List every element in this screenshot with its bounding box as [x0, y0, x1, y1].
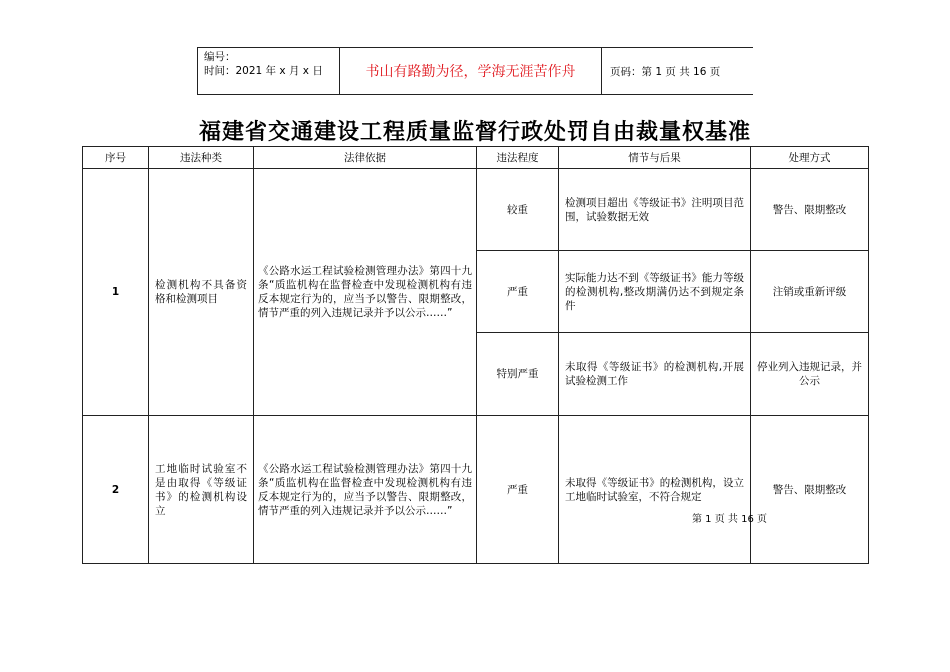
row-basis: 《公路水运工程试验检测管理办法》第四十九条“质监机构在监督检查中发现检测机构有违反本规定行为的，应当予以警告、限期整改，情节严重的列入违规记录并予以公示……”: [254, 169, 477, 416]
document-title: 福建省交通建设工程质量监督行政处罚自由裁量权基准: [198, 120, 751, 145]
row-category: 工地临时试验室不是由取得《等级证书》的检测机构设立: [149, 416, 254, 564]
header-meta: [198, 48, 340, 94]
table-row: [83, 416, 869, 564]
row-severity: 严重: [477, 416, 559, 564]
col-header-consequence: 情节与后果: [559, 147, 751, 169]
row-index: 1: [83, 169, 149, 416]
col-header-handling: 处理方式: [751, 147, 869, 169]
footer-page-number: 第 1 页 共 16 页: [692, 514, 767, 525]
table-row: [83, 169, 869, 251]
row-handling: 停业列入违规记录，并公示: [751, 333, 869, 416]
row-index: 2: [83, 416, 149, 564]
row-severity: 特别严重: [477, 333, 559, 416]
table-header-row: [83, 147, 869, 169]
row-severity: 严重: [477, 251, 559, 333]
number-label: 编号：: [204, 51, 236, 63]
header-page-label: 页码：第 1 页 共 16 页: [610, 65, 721, 78]
row-consequence: 实际能力达不到《等级证书》能力等级的检测机构,整改期满仍达不到规定条件: [559, 251, 751, 333]
row-category: 检测机构不具备资格和检测项目: [149, 169, 254, 416]
row-consequence: 检测项目超出《等级证书》注明项目范围，试验数据无效: [559, 169, 751, 251]
header-slogan: 书山有路勤为径，学海无涯苦作舟: [340, 48, 602, 94]
col-header-severity: 违法程度: [477, 147, 559, 169]
row-consequence: 未取得《等级证书》的检测机构，设立工地临时试验室，不符合规定: [559, 416, 751, 564]
row-severity: 较重: [477, 169, 559, 251]
col-header-basis: 法律依据: [254, 147, 477, 169]
penalty-table: [82, 146, 869, 564]
row-handling: 警告、限期整改: [751, 169, 869, 251]
col-header-category: 违法种类: [149, 147, 254, 169]
date-label: 时间：2021 年 x 月 x 日: [204, 65, 323, 77]
row-basis: 《公路水运工程试验检测管理办法》第四十九条“质监机构在监督检查中发现检测机构有违反本规定行为的，应当予以警告、限期整改，情节严重的列入违规记录并予以公示……”: [254, 416, 477, 564]
col-header-index: 序号: [83, 147, 149, 169]
row-handling: 注销或重新评级: [751, 251, 869, 333]
document-header: [197, 47, 753, 95]
row-handling: 警告、限期整改: [751, 416, 869, 564]
row-consequence: 未取得《等级证书》的检测机构,开展试验检测工作: [559, 333, 751, 416]
